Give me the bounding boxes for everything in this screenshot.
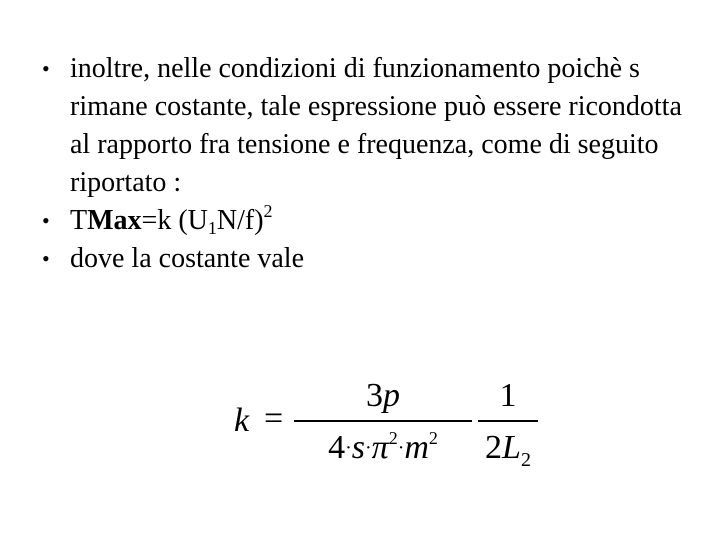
fraction-first-denominator: [294, 428, 472, 468]
formula-eq-k: =k (U: [141, 205, 208, 236]
formula-sub-1: 1: [207, 218, 217, 238]
numerator-coef: 3: [366, 377, 383, 414]
fraction-second-denominator: [478, 428, 538, 471]
equation-equals: =: [264, 400, 284, 437]
formula-t: T: [70, 205, 88, 236]
bullet-item-constant: [42, 240, 682, 278]
den-pi-exp: 2: [388, 428, 398, 448]
den-4: 4: [328, 429, 346, 466]
fraction-second-numerator: 1: [499, 377, 517, 414]
bullet-dot-icon: •: [42, 208, 50, 233]
den-m: m: [404, 429, 429, 466]
formula-sup-2: 2: [263, 201, 273, 221]
bullet-text-constant: dove la costante vale: [70, 243, 305, 274]
den-L-sub: 2: [520, 449, 531, 471]
den-pi: π: [371, 429, 389, 466]
den-s: s: [351, 429, 365, 466]
fraction-first-numerator: [294, 376, 472, 416]
den-2: 2: [485, 429, 503, 466]
equation-lhs: k: [234, 402, 250, 439]
formula-max: Max: [87, 205, 142, 236]
bullet-dot-icon: •: [42, 246, 50, 271]
bullet-dot-icon: •: [42, 56, 50, 81]
fraction-second-bar: [478, 420, 538, 422]
bullet-item-formula: [42, 202, 682, 240]
bullet-list: [42, 50, 682, 278]
numerator-var: p: [383, 377, 400, 414]
formula-n-f: N/f): [216, 205, 264, 236]
den-m-exp: 2: [428, 428, 438, 448]
constant-equation: [228, 376, 558, 476]
bullet-item-conditions: [42, 50, 682, 202]
den-dot: ·: [345, 437, 352, 459]
fraction-first-bar: [294, 420, 472, 422]
bullet-text-conditions: inoltre, nelle condizioni di funzionamento poichè s rimane costante, tale espressione può essere ricondotta al rapporto fra tensione e frequenza, come di seguito riportato :: [70, 53, 682, 198]
den-L: L: [502, 429, 521, 466]
den-dot: ·: [364, 437, 372, 459]
den-dot: ·: [397, 437, 405, 459]
